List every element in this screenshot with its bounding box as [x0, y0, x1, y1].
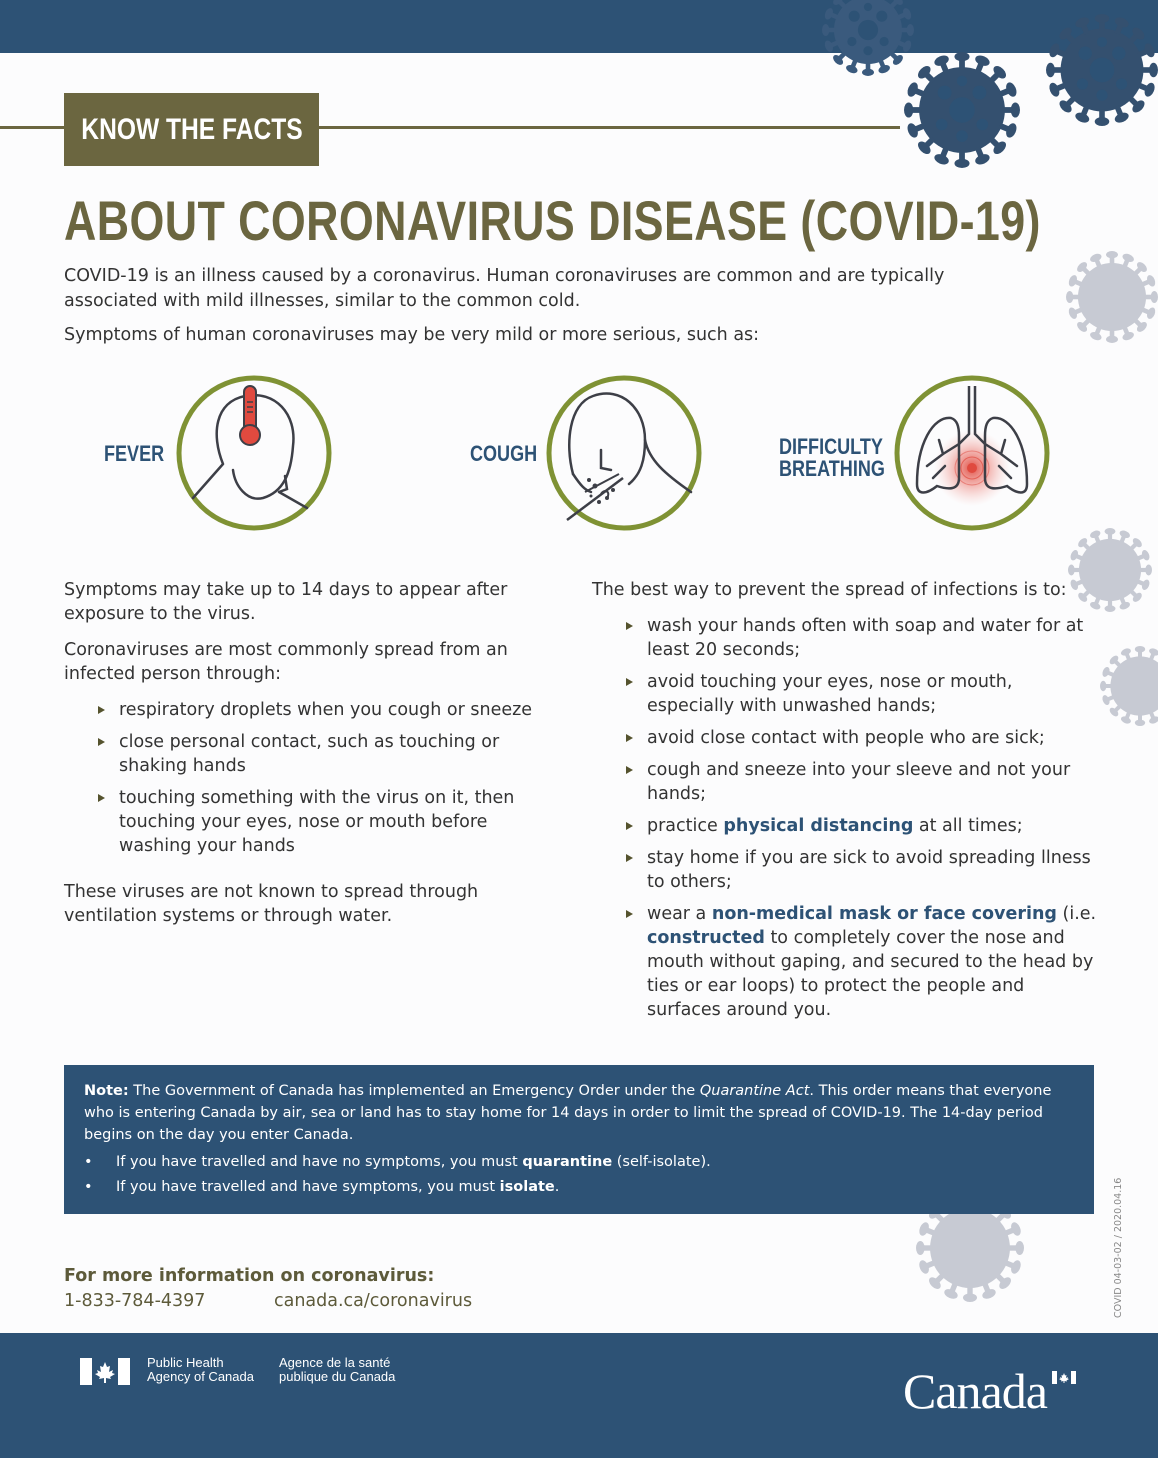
spread-list: [119, 698, 534, 858]
website-link[interactable]: canada.ca/coronavirus: [274, 1291, 473, 1311]
agency-name-english: Public Health Agency of Canada: [147, 1355, 254, 1384]
prevention-list: [647, 614, 1097, 1022]
list-item: wear a non-medical mask or face covering (i.e. constructed to completely cover the nose and mouth without gaping, and secured to the head by ties or ear loops) to protect the people and surfaces around you.: [647, 902, 1097, 1022]
constructed-link[interactable]: constructed: [647, 928, 765, 948]
canada-flag-icon: [80, 1358, 130, 1385]
more-info-section: [64, 1264, 472, 1314]
non-medical-mask-link[interactable]: non-medical mask or face covering: [711, 904, 1057, 924]
list-item: avoid close contact with people who are sick;: [647, 726, 1097, 750]
not-spread-text: These viruses are not known to spread through ventilation systems or through water.: [64, 882, 479, 926]
list-item: practice physical distancing at all times;: [647, 814, 1097, 838]
quarantine-act-title: Quarantine Act: [699, 1083, 810, 1099]
list-item: wash your hands often with soap and water for at least 20 seconds;: [647, 614, 1097, 662]
top-banner: [0, 0, 1158, 53]
triangle-bullet-icon: [626, 678, 633, 686]
cough-icon: [545, 374, 703, 532]
kicker-text: KNOW THE FACTS: [80, 112, 303, 146]
list-item: avoid touching your eyes, nose or mouth, especially with unwashed hands;: [647, 670, 1097, 718]
quarantine-note-box: [64, 1065, 1094, 1214]
list-item: stay home if you are sick to avoid spreading llness to others;: [647, 846, 1097, 894]
more-info-title: For more information on coronavirus:: [64, 1266, 435, 1286]
incubation-text: Symptoms may take up to 14 days to appear after exposure to the virus.: [64, 580, 508, 624]
list-item: cough and sneeze into your sleeve and not your hands;: [647, 758, 1097, 806]
symptom-label-cough: COUGH: [470, 441, 538, 466]
bullet-dot-icon: •: [84, 1154, 93, 1170]
virus-top-center-icon: [904, 52, 1020, 168]
know-the-facts-banner: [64, 93, 319, 166]
triangle-bullet-icon: [626, 622, 633, 630]
bullet-dot-icon: •: [84, 1179, 93, 1195]
phone-number[interactable]: 1-833-784-4397: [64, 1291, 206, 1311]
triangle-bullet-icon: [626, 854, 633, 862]
lungs-icon: [893, 374, 1051, 532]
triangle-bullet-icon: [626, 766, 633, 774]
list-item: • If you have travelled and have symptoms, you must isolate.: [84, 1176, 1074, 1198]
triangle-bullet-icon: [98, 794, 105, 802]
intro-paragraph: COVID-19 is an illness caused by a coronavirus. Human coronaviruses are common and are typically associated with mild illnesses, similar to the common cold.: [64, 266, 945, 311]
transmission-section: [64, 578, 534, 940]
triangle-bullet-icon: [626, 734, 633, 742]
symptoms-lead: Symptoms of human coronaviruses may be very mild or more serious, such as:: [64, 325, 760, 345]
triangle-bullet-icon: [98, 706, 105, 714]
triangle-bullet-icon: [98, 738, 105, 746]
list-item: respiratory droplets when you cough or sneeze: [119, 698, 534, 722]
intro-section: [64, 264, 984, 357]
page-title: ABOUT CORONAVIRUS DISEASE (COVID-19): [64, 189, 1041, 252]
footer: [0, 1333, 1158, 1458]
symptom-label-difficulty-breathing: DIFFICULTY BREATHING: [779, 434, 885, 481]
triangle-bullet-icon: [626, 822, 633, 830]
virus-right-1-icon: [1066, 251, 1158, 343]
spread-lead: Coronaviruses are most commonly spread from an infected person through:: [64, 640, 508, 684]
physical-distancing-link[interactable]: physical distancing: [723, 816, 914, 836]
prevention-lead: The best way to prevent the spread of infections is to:: [592, 580, 1067, 600]
fever-icon: [175, 374, 333, 532]
version-code: COVID 04-03-02 / 2020.04.16: [1113, 1177, 1124, 1318]
agency-name-french: Agence de la santé publique du Canada: [279, 1355, 396, 1384]
virus-right-3-icon: [1100, 646, 1158, 726]
list-item: close personal contact, such as touching or shaking hands: [119, 730, 534, 778]
note-list: [84, 1151, 1074, 1198]
prevention-section: [592, 578, 1102, 1030]
list-item: • If you have travelled and have no symptoms, you must quarantine (self-isolate).: [84, 1151, 1074, 1173]
wordmark-flag-icon: [1052, 1371, 1076, 1384]
list-item: touching something with the virus on it, then touching your eyes, nose or mouth before washing your hands: [119, 786, 534, 858]
symptom-label-fever: FEVER: [104, 441, 165, 466]
note-text: Note: The Government of Canada has implemented an Emergency Order under the Quarantine Act. This order means that everyone who is entering Canada by air, sea or land has to stay home for 14 days in order to limit the spread of COVID-19. The 14-day period begins on the day you enter Canada.: [84, 1083, 1052, 1143]
triangle-bullet-icon: [626, 910, 633, 918]
canada-wordmark: Canada: [903, 1363, 1047, 1419]
